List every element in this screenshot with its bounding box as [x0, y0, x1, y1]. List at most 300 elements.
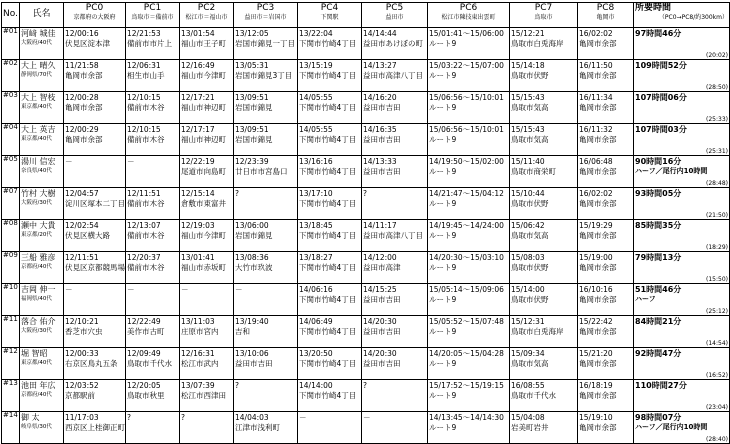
checkpoint-time: 16/02:02: [579, 29, 613, 38]
checkpoint-cell: [510, 316, 578, 348]
checkpoint-location: 益田市あけぼの町: [363, 39, 423, 48]
checkpoint-time: 15/06:42: [511, 221, 545, 230]
checkpoint-time: 15/14:00: [511, 285, 545, 294]
checkpoint-time: ?: [127, 413, 131, 422]
checkpoint-location: ルート9: [429, 39, 457, 48]
checkpoint-cell: [578, 284, 634, 316]
checkpoint-cell: [126, 28, 180, 60]
total-cell: [634, 28, 730, 60]
checkpoint-cell: [126, 252, 180, 284]
checkpoint-time: 12/20:05: [127, 381, 161, 390]
checkpoint-time: 15/05:52～15/07:48: [429, 317, 504, 326]
checkpoint-location: 伏見区横大路: [65, 231, 110, 240]
checkpoint-location: 下関市竹崎4丁目: [299, 391, 357, 400]
checkpoint-cell: [428, 60, 510, 92]
checkpoint-time: 12/13:07: [127, 221, 161, 230]
checkpoint-location: 亀岡市余部: [65, 71, 103, 80]
header-pc4: [298, 3, 362, 28]
checkpoint-time: 14/21:47～15/04:12: [429, 189, 504, 198]
header-total: [634, 3, 730, 28]
checkpoint-time: 15/22:42: [579, 317, 613, 326]
header-pc4-label: PC4: [320, 3, 339, 13]
header-pc6-sub: 松江市陳技東出雲町: [441, 14, 496, 21]
total-time: 110時間27分: [635, 381, 687, 390]
checkpoint-cell: [234, 124, 298, 156]
checkpoint-cell: [362, 28, 428, 60]
checkpoint-cell: [234, 316, 298, 348]
checkpoint-location: ルート9: [429, 71, 457, 80]
checkpoint-time: 15/19:00: [579, 253, 613, 262]
checkpoint-time: 12/00:33: [65, 349, 99, 358]
checkpoint-cell: [578, 60, 634, 92]
checkpoint-location: 亀岡市余部: [579, 263, 617, 272]
checkpoint-location: 亀岡市余部: [65, 103, 103, 112]
checkpoint-cell: [510, 284, 578, 316]
total-average: (16:52): [706, 372, 728, 379]
checkpoint-cell: [64, 220, 126, 252]
checkpoint-time: 13/08:36: [235, 253, 269, 262]
checkpoint-time: 13/10:06: [235, 349, 269, 358]
checkpoint-cell: [180, 316, 234, 348]
checkpoint-cell: [578, 92, 634, 124]
checkpoint-cell: [578, 188, 634, 220]
total-average: (28:48): [706, 180, 728, 187]
checkpoint-cell: [234, 284, 298, 316]
checkpoint-cell: [362, 220, 428, 252]
checkpoint-location: 下関市竹崎4丁目: [299, 71, 357, 80]
checkpoint-location: 鳥取市秋里: [127, 391, 165, 400]
checkpoint-cell: [578, 316, 634, 348]
rider-affiliation: 東京都/40代: [21, 360, 52, 366]
checkpoint-time: 14/20:30: [363, 349, 397, 358]
checkpoint-location: 亀岡市余部: [579, 71, 617, 80]
checkpoint-cell: [126, 60, 180, 92]
checkpoint-time: 12/09:49: [127, 349, 161, 358]
total-time: 93時間05分: [635, 189, 682, 198]
rider-number: #04: [2, 124, 20, 156]
checkpoint-time: ?: [363, 381, 367, 390]
checkpoint-time: 12/03:52: [65, 381, 99, 390]
rider-name: 河﨑 城佳: [21, 29, 56, 38]
rider-affiliation: 東京都/20代: [21, 232, 52, 238]
rider-affiliation: 京都府/40代: [21, 392, 52, 398]
rider-name: 竹村 大樹: [21, 189, 56, 198]
rider-cell: [20, 92, 64, 124]
checkpoint-cell: [578, 220, 634, 252]
checkpoint-time: 15/15:43: [511, 93, 545, 102]
checkpoint-time: 11/17:03: [65, 413, 99, 422]
checkpoint-time: 12/02:54: [65, 221, 99, 230]
checkpoint-time: 14/16:35: [363, 125, 397, 134]
checkpoint-location: 江津市浅利町: [235, 423, 280, 432]
checkpoint-time: 13/09:51: [235, 125, 269, 134]
checkpoint-cell: [510, 124, 578, 156]
checkpoint-location: 下関市竹崎4丁目: [299, 135, 357, 144]
checkpoint-cell: [234, 220, 298, 252]
checkpoint-cell: [428, 220, 510, 252]
header-pc1-label: PC1: [143, 3, 162, 13]
checkpoint-location: 備前市木谷: [127, 103, 165, 112]
results-table: [1, 2, 730, 444]
checkpoint-location: 下関市竹崎4丁目: [299, 39, 357, 48]
checkpoint-location: 福山市王子町: [181, 39, 226, 48]
rider-cell: [20, 412, 64, 444]
checkpoint-location: 鳥取市伏野: [511, 263, 549, 272]
rider-affiliation: 奈良県/40代: [21, 168, 52, 174]
rider-name: 吉岡 伸一: [21, 285, 56, 294]
total-time: 79時間13分: [635, 253, 682, 262]
checkpoint-cell: [234, 92, 298, 124]
header-total-sub: （PC0→PC8/約300km）: [658, 14, 728, 21]
checkpoint-time: 14/16:20: [363, 93, 397, 102]
checkpoint-cell: [126, 188, 180, 220]
checkpoint-time: 13/06:00: [235, 221, 269, 230]
checkpoint-cell: [126, 380, 180, 412]
checkpoint-cell: [64, 348, 126, 380]
checkpoint-location: 益田市吉田: [363, 167, 401, 176]
header-pc0-sub: 京都府の大阪府: [73, 14, 116, 21]
header-pc3-sub: 益田市＝岩国市: [244, 14, 287, 21]
checkpoint-cell: [578, 252, 634, 284]
checkpoint-cell: [428, 252, 510, 284]
rider-name: 大上 英吉: [21, 125, 56, 134]
checkpoint-location: 亀岡市余部: [579, 103, 617, 112]
checkpoint-cell: [234, 252, 298, 284]
rider-name: 堀 智昭: [21, 349, 48, 358]
checkpoint-location: 岩美町岩井: [511, 423, 549, 432]
header-pc4-sub: 下関駅: [320, 14, 339, 21]
checkpoint-location: 亀岡市余部: [579, 423, 617, 432]
checkpoint-location: 相生市山手: [127, 71, 165, 80]
header-pc2-sub: 松江市＝福山市: [185, 14, 228, 21]
checkpoint-location: 西京区上桂御正町: [65, 423, 125, 432]
checkpoint-cell: [362, 316, 428, 348]
total-time: 92時間47分: [635, 349, 682, 358]
checkpoint-cell: [428, 28, 510, 60]
rider-number: #02: [2, 60, 20, 92]
checkpoint-time: －: [299, 413, 307, 422]
checkpoint-cell: [362, 380, 428, 412]
checkpoint-time: 15/15:43: [511, 125, 545, 134]
checkpoint-location: 鳥取市千代水: [127, 359, 172, 368]
checkpoint-cell: [578, 124, 634, 156]
table-row: [2, 220, 730, 252]
checkpoint-cell: [126, 348, 180, 380]
table-row: [2, 316, 730, 348]
checkpoint-cell: [510, 156, 578, 188]
total-cell: [634, 220, 730, 252]
checkpoint-location: 鳥取市白兎海岸: [511, 39, 564, 48]
rider-affiliation: 東京都/40代: [21, 104, 52, 110]
checkpoint-time: 12/17:21: [181, 93, 215, 102]
checkpoint-location: 亀岡市余部: [579, 135, 617, 144]
checkpoint-cell: [180, 220, 234, 252]
checkpoint-location: 庄原市宮内: [181, 327, 219, 336]
table-row: [2, 188, 730, 220]
checkpoint-time: 13/01:54: [181, 29, 215, 38]
checkpoint-time: 15/11:40: [511, 157, 545, 166]
rider-cell: [20, 316, 64, 348]
checkpoint-cell: [64, 380, 126, 412]
rider-name: 瀬中 大貴: [21, 221, 56, 230]
checkpoint-time: 13/09:51: [235, 93, 269, 102]
checkpoint-cell: [180, 28, 234, 60]
checkpoint-cell: [180, 380, 234, 412]
total-time: 84時間21分: [635, 317, 682, 326]
checkpoint-time: 13/19:40: [235, 317, 269, 326]
checkpoint-time: 14/13:33: [363, 157, 397, 166]
rider-name: 湯川 信宏: [21, 157, 56, 166]
checkpoint-cell: [362, 156, 428, 188]
checkpoint-time: 16/06:48: [579, 157, 613, 166]
checkpoint-location: 下関市竹崎4丁目: [299, 199, 357, 208]
total-average: (25:31): [706, 148, 728, 155]
checkpoint-time: 14/11:17: [363, 221, 397, 230]
checkpoint-location: 鳥取市伏野: [511, 199, 549, 208]
checkpoint-location: 香芝市穴虫: [65, 327, 103, 336]
checkpoint-cell: [64, 188, 126, 220]
total-average: (20:02): [706, 52, 728, 59]
total-average: (25:33): [706, 116, 728, 123]
checkpoint-cell: [180, 412, 234, 444]
checkpoint-location: ルート9: [429, 199, 457, 208]
checkpoint-time: 15/06:56～15/10:01: [429, 93, 504, 102]
checkpoint-time: 14/13:45～14/14:30: [429, 413, 504, 422]
rider-name: 大上 晴久: [21, 61, 56, 70]
header-pc0-label: PC0: [85, 3, 104, 13]
checkpoint-location: 亀岡市余部: [579, 231, 617, 240]
checkpoint-time: 15/03:22～15/07:00: [429, 61, 504, 70]
rider-cell: [20, 188, 64, 220]
results-body: [2, 28, 730, 444]
checkpoint-location: 下関市竹崎4丁目: [299, 327, 357, 336]
checkpoint-time: 12/22:49: [127, 317, 161, 326]
checkpoint-time: －: [127, 285, 135, 294]
checkpoint-time: 14/15:25: [363, 285, 397, 294]
checkpoint-cell: [578, 28, 634, 60]
checkpoint-time: 13/01:41: [181, 253, 215, 262]
total-time: 107時間03分: [635, 125, 687, 134]
rider-number: #08: [2, 220, 20, 252]
checkpoint-cell: [126, 220, 180, 252]
checkpoint-location: 鳥取市気高: [511, 359, 549, 368]
checkpoint-time: 13/22:04: [299, 29, 333, 38]
checkpoint-location: 亀岡市余部: [65, 135, 103, 144]
header-pc7-label: PC7: [534, 3, 553, 13]
checkpoint-cell: [510, 60, 578, 92]
checkpoint-cell: [234, 156, 298, 188]
header-pc3: [234, 3, 298, 28]
checkpoint-time: 13/16:16: [299, 157, 333, 166]
rider-affiliation: 岐阜県/30代: [21, 424, 52, 430]
checkpoint-location: 益田市高津八丁目: [363, 231, 423, 240]
checkpoint-cell: [298, 220, 362, 252]
checkpoint-time: ?: [235, 381, 239, 390]
checkpoint-cell: [298, 348, 362, 380]
rider-number: #07: [2, 188, 20, 220]
checkpoint-cell: [428, 156, 510, 188]
checkpoint-location: 下関市竹崎4丁目: [299, 103, 357, 112]
checkpoint-cell: [64, 156, 126, 188]
checkpoint-cell: [578, 412, 634, 444]
rider-cell: [20, 60, 64, 92]
table-row: [2, 380, 730, 412]
checkpoint-cell: [578, 348, 634, 380]
checkpoint-time: 16/11:50: [579, 61, 613, 70]
checkpoint-cell: [64, 60, 126, 92]
total-cell: [634, 348, 730, 380]
checkpoint-time: 12/00:29: [65, 125, 99, 134]
rider-affiliation: 東京都/40代: [21, 136, 52, 142]
header-pc6-label: PC6: [459, 3, 478, 13]
checkpoint-cell: [510, 28, 578, 60]
rider-number: #10: [2, 284, 20, 316]
header-pc8-label: PC8: [596, 3, 615, 13]
checkpoint-location: 益田市高津八丁目: [363, 71, 423, 80]
rider-number: #09: [2, 252, 20, 284]
checkpoint-time: 13/17:10: [299, 189, 333, 198]
table-row: [2, 412, 730, 444]
checkpoint-location: 備前市市片上: [127, 39, 172, 48]
rider-affiliation: 福岡県/40代: [21, 296, 52, 302]
checkpoint-cell: [126, 316, 180, 348]
checkpoint-time: 15/09:34: [511, 349, 545, 358]
total-average: (18:29): [706, 244, 728, 251]
checkpoint-cell: [510, 348, 578, 380]
checkpoint-location: 鳥取市商栄町: [511, 167, 556, 176]
checkpoint-time: 14/04:03: [235, 413, 269, 422]
checkpoint-cell: [64, 124, 126, 156]
checkpoint-location: 鳥取市伏野: [511, 295, 549, 304]
checkpoint-location: 益田市高津: [363, 263, 401, 272]
checkpoint-cell: [126, 124, 180, 156]
checkpoint-time: 12/00:28: [65, 93, 99, 102]
total-cell: [634, 60, 730, 92]
total-average: (28:40): [706, 436, 728, 443]
total-cell: [634, 284, 730, 316]
table-row: [2, 252, 730, 284]
checkpoint-cell: [428, 92, 510, 124]
checkpoint-location: 備前市木谷: [127, 263, 165, 272]
total-cell: [634, 316, 730, 348]
checkpoint-location: 下関市竹崎4丁目: [299, 295, 357, 304]
checkpoint-location: 淀川区塚本二丁目: [65, 199, 125, 208]
checkpoint-time: 12/11:51: [65, 253, 99, 262]
checkpoint-cell: [180, 188, 234, 220]
checkpoint-time: 15/04:08: [511, 413, 545, 422]
checkpoint-location: 亀岡市余部: [579, 391, 617, 400]
checkpoint-time: －: [363, 413, 371, 422]
checkpoint-time: 13/20:50: [299, 349, 333, 358]
checkpoint-location: 備前市木谷: [127, 135, 165, 144]
header-pc7: [510, 3, 578, 28]
total-cell: [634, 188, 730, 220]
rider-name: 落合 佑介: [21, 317, 56, 326]
checkpoint-cell: [64, 252, 126, 284]
rider-affiliation: 静岡県/70代: [21, 72, 52, 78]
checkpoint-time: 13/12:05: [235, 29, 269, 38]
checkpoint-location: 備前市木谷: [127, 199, 165, 208]
rider-cell: [20, 124, 64, 156]
checkpoint-location: 鳥取市気高: [511, 231, 549, 240]
rider-cell: [20, 220, 64, 252]
rider-number: #14: [2, 412, 20, 444]
checkpoint-cell: [298, 284, 362, 316]
rider-number: #13: [2, 380, 20, 412]
checkpoint-time: 15/06:56～15/10:01: [429, 125, 504, 134]
checkpoint-location: 鳥取市千代水: [511, 391, 556, 400]
header-pc5-label: PC5: [385, 3, 404, 13]
total-note: ハーフ: [635, 295, 656, 303]
checkpoint-location: 岩国市錦見3丁目: [235, 71, 293, 80]
checkpoint-time: 16/11:32: [579, 125, 613, 134]
checkpoint-time: －: [65, 285, 73, 294]
checkpoint-cell: [362, 284, 428, 316]
checkpoint-location: 益田市吉田: [235, 359, 273, 368]
checkpoint-location: ルート9: [429, 135, 457, 144]
header-name: 氏名: [20, 3, 64, 28]
checkpoint-location: 益田市吉田: [363, 103, 401, 112]
header-pc2-label: PC2: [197, 3, 216, 13]
checkpoint-location: 伏見区京都競馬場: [65, 263, 125, 272]
checkpoint-cell: [362, 92, 428, 124]
table-row: [2, 284, 730, 316]
checkpoint-location: ルート9: [429, 327, 457, 336]
checkpoint-cell: [362, 412, 428, 444]
total-cell: [634, 92, 730, 124]
table-row: [2, 92, 730, 124]
checkpoint-cell: [298, 60, 362, 92]
checkpoint-location: 下関市竹崎4丁目: [299, 167, 357, 176]
checkpoint-location: ルート9: [429, 263, 457, 272]
total-note: ハーフ／尾行内10時間: [635, 423, 708, 431]
checkpoint-cell: [180, 348, 234, 380]
checkpoint-time: 14/14:00: [299, 381, 333, 390]
checkpoint-time: 12/06:31: [127, 61, 161, 70]
rider-name: 池田 年広: [21, 381, 56, 390]
checkpoint-time: 14/13:27: [363, 61, 397, 70]
rider-cell: [20, 380, 64, 412]
checkpoint-cell: [64, 92, 126, 124]
checkpoint-cell: [428, 124, 510, 156]
checkpoint-time: 12/11:51: [127, 189, 161, 198]
checkpoint-location: ルート9: [429, 423, 457, 432]
checkpoint-time: 16/10:16: [579, 285, 613, 294]
table-row: [2, 28, 730, 60]
checkpoint-cell: [298, 124, 362, 156]
checkpoint-cell: [64, 28, 126, 60]
checkpoint-location: ルート9: [429, 103, 457, 112]
checkpoint-cell: [234, 28, 298, 60]
checkpoint-location: 亀岡市余部: [579, 167, 617, 176]
checkpoint-cell: [428, 348, 510, 380]
checkpoint-time: 16/18:19: [579, 381, 613, 390]
checkpoint-location: 益田市吉田: [363, 359, 401, 368]
table-row: [2, 60, 730, 92]
checkpoint-time: 14/20:30～15/03:10: [429, 253, 504, 262]
checkpoint-location: 亀岡市余部: [579, 295, 617, 304]
checkpoint-time: 15/21:20: [579, 349, 613, 358]
total-time: 98時間07分: [635, 413, 682, 422]
checkpoint-time: －: [127, 157, 135, 166]
checkpoint-cell: [298, 412, 362, 444]
checkpoint-cell: [298, 92, 362, 124]
checkpoint-cell: [298, 252, 362, 284]
checkpoint-cell: [428, 380, 510, 412]
checkpoint-cell: [578, 380, 634, 412]
checkpoint-cell: [510, 380, 578, 412]
checkpoint-location: ルート9: [429, 231, 457, 240]
